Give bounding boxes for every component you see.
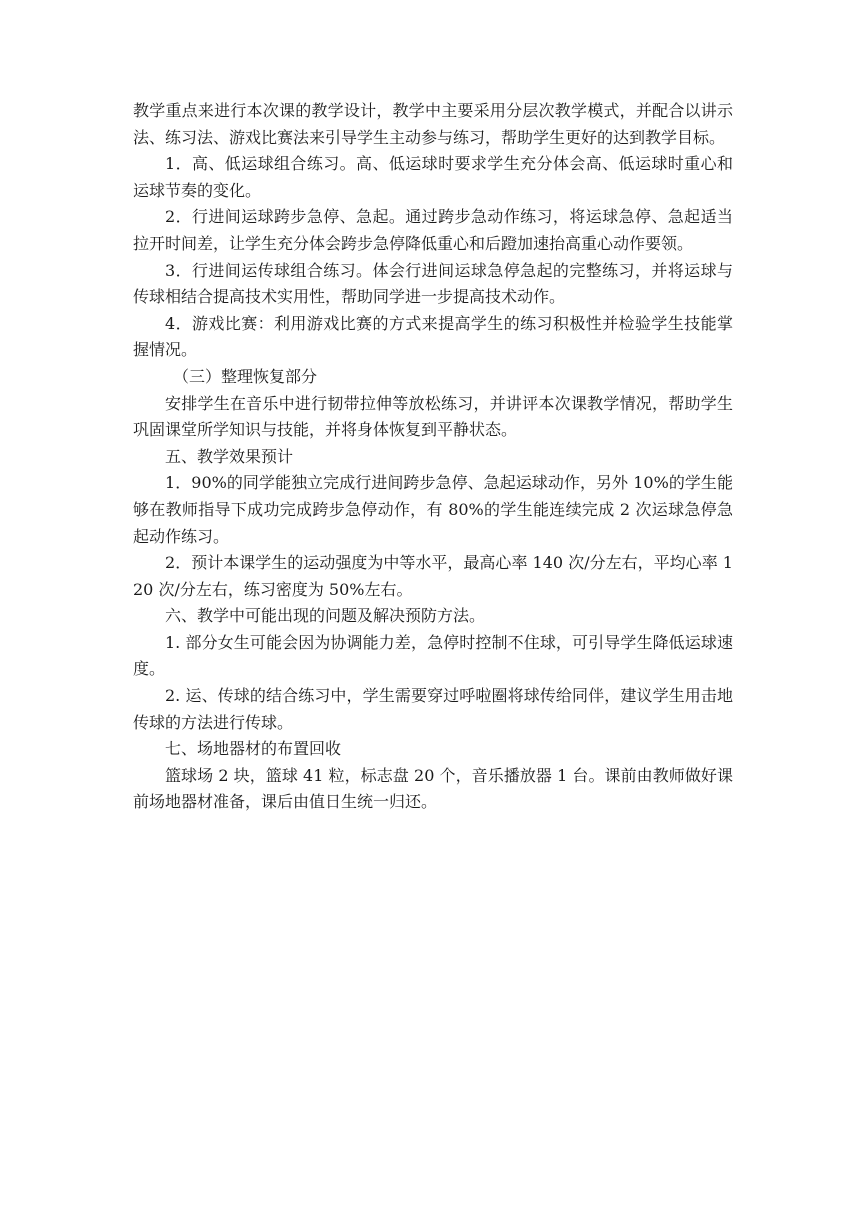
paragraph-equipment: 篮球场 2 块，篮球 41 粒，标志盘 20 个，音乐播放器 1 台。课前由教师做好课前场地器材准备，课后由值日生统一归还。 bbox=[133, 765, 733, 812]
document-page bbox=[133, 98, 733, 816]
paragraph-item-4: 4．游戏比赛：利用游戏比赛的方式来提高学生的练习积极性并检验学生技能掌握情况。 bbox=[133, 313, 733, 360]
paragraph-item-1: 1．高、低运球组合练习。高、低运球时要求学生充分体会高、低运球时重心和运球节奏的变化。 bbox=[133, 154, 733, 200]
paragraph-effect-2: 2．预计本课学生的运动强度为中等水平，最高心率 140 次/分左右，平均心率 120 次/分左右，练习密度为 50%左右。 bbox=[133, 553, 733, 599]
paragraph-problem-2: 2. 运、传球的结合练习中，学生需要穿过呼啦圈将球传给同伴，建议学生用击地传球的方法进行传球。 bbox=[133, 686, 733, 732]
paragraph-problem-1: 1. 部分女生可能会因为协调能力差，急停时控制不住球，可引导学生降低运球速度。 bbox=[133, 632, 733, 679]
paragraph-effect-1: 1．90%的同学能独立完成行进间跨步急停、急起运球动作，另外 10%的学生能够在教师指导下成功完成跨步急停动作，有 80%的学生能连续完成 2 次运球急停急起动作练习。 bbox=[133, 473, 733, 546]
paragraph-item-3: 3．行进间运传球组合练习。体会行进间运球急停急起的完整练习，并将运球与传球相结合提高技术实用性，帮助同学进一步提高技术动作。 bbox=[133, 260, 733, 307]
paragraph-intro: 教学重点来进行本次课的教学设计，教学中主要采用分层次教学模式，并配合以讲示法、练习法、游戏比赛法来引导学生主动参与练习，帮助学生更好的达到教学目标。 bbox=[133, 101, 733, 147]
section-heading-effect: 五、教学效果预计 bbox=[165, 446, 294, 466]
section-heading-equipment: 七、场地器材的布置回收 bbox=[165, 739, 342, 759]
paragraph-item-2: 2．行进间运球跨步急停、急起。通过跨步急动作练习，将运球急停、急起适当拉开时间差，让学生充分体会跨步急停降低重心和后蹬加速抬高重心动作要领。 bbox=[133, 207, 733, 253]
paragraph-cooldown: 安排学生在音乐中进行韧带拉伸等放松练习，并讲评本次课教学情况，帮助学生巩固课堂所学知识与技能，并将身体恢复到平静状态。 bbox=[133, 393, 733, 440]
section-heading-cooldown: （三）整理恢复部分 bbox=[173, 366, 318, 386]
section-heading-problems: 六、教学中可能出现的问题及解决预防方法。 bbox=[165, 606, 486, 626]
